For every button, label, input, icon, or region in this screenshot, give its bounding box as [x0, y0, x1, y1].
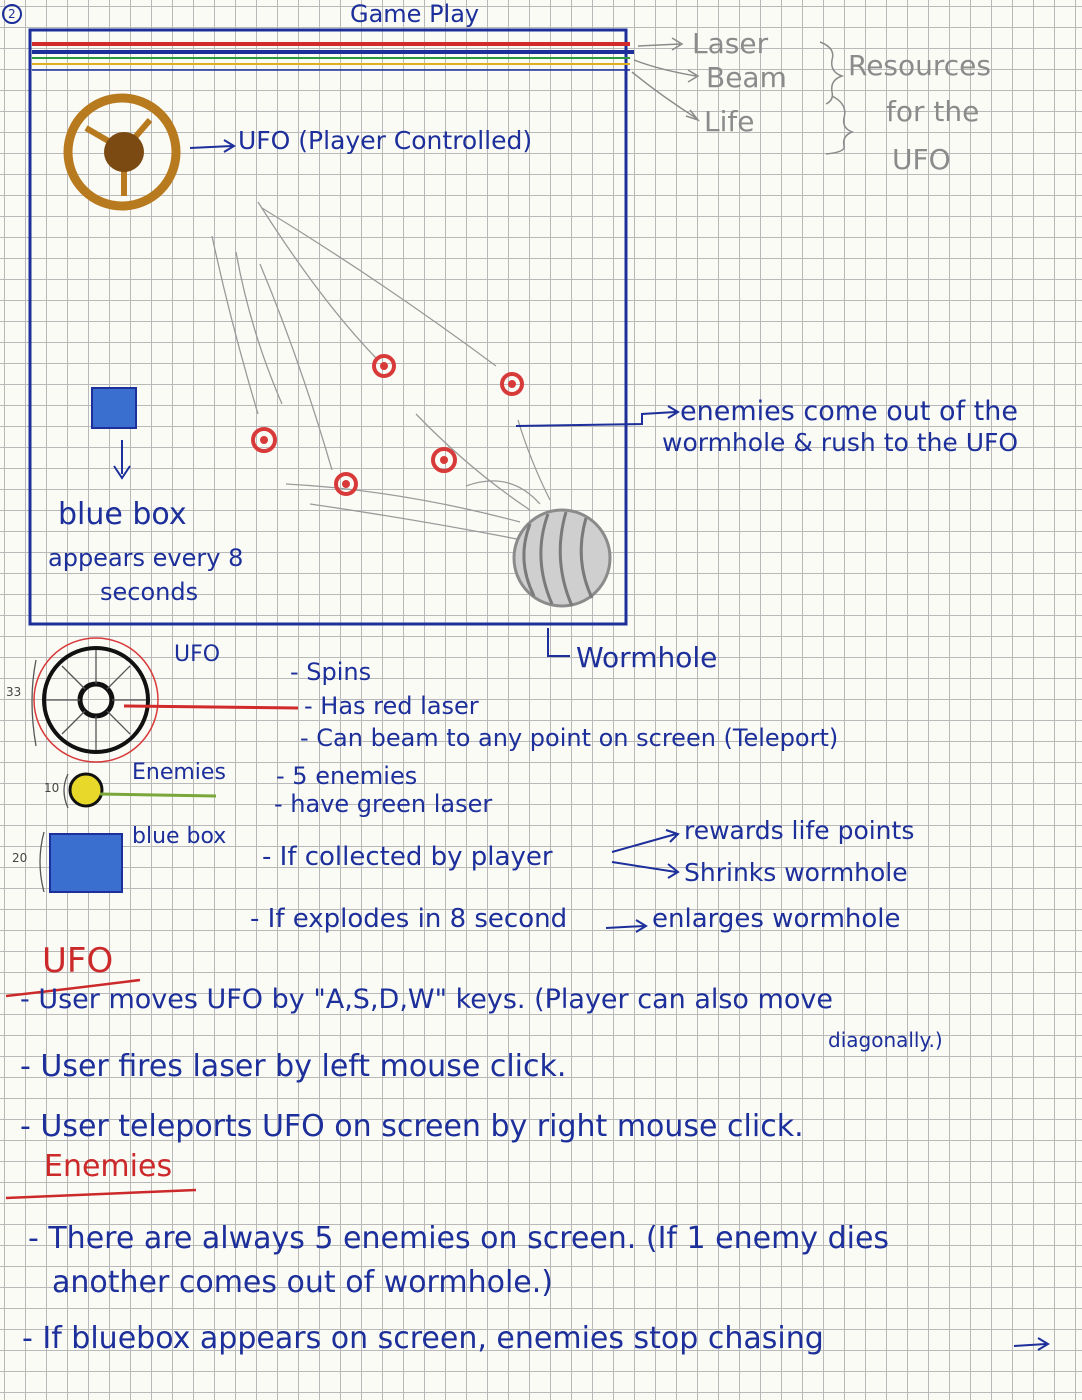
legend-bluebox-rewards: rewards life points [684, 816, 915, 845]
ufo-player-label: UFO (Player Controlled) [238, 126, 533, 155]
enemies-section-line-1: - There are always 5 enemies on screen. (If 1 enemy dies [28, 1221, 890, 1256]
legend-enemies-size: 10 [44, 781, 60, 795]
ufo-section-line-1b: diagonally.) [828, 1028, 943, 1052]
legend-ufo-point-3: - Can beam to any point on screen (Teleport) [300, 724, 839, 752]
chase-arrows [212, 202, 550, 540]
legend-green-laser [100, 794, 216, 796]
enemies-section-heading: Enemies [44, 1149, 173, 1184]
bluebox-sprite [92, 388, 136, 428]
continue-arrow [1014, 1338, 1048, 1350]
page-number: 2 [8, 7, 16, 21]
legend-enemy-sprite [70, 774, 102, 806]
legend-enemy-size-brace [64, 774, 68, 808]
bluebox-note-line3: seconds [100, 578, 199, 606]
legend-bluebox-size-brace [40, 832, 44, 892]
legend-bluebox-sprite [50, 834, 122, 892]
legend-ufo-point-1: - Spins [290, 658, 372, 686]
enemies-heading-underline [6, 1190, 196, 1198]
ufo-section-line-3: - User teleports UFO on screen by right mouse click. [20, 1109, 804, 1144]
legend-ufo-name: UFO [174, 642, 221, 667]
bluebox-note-line2: appears every 8 [48, 544, 244, 572]
legend-bluebox-enlarges: enlarges wormhole [652, 904, 901, 934]
wormhole-label-arrow [548, 628, 570, 656]
beam-label: Beam [706, 61, 787, 94]
enemies-section-line-1b: another comes out of wormhole.) [52, 1265, 553, 1300]
legend-bluebox-collected: - If collected by player [262, 842, 553, 872]
ufo-section-line-2: - User fires laser by left mouse click. [20, 1049, 567, 1084]
enemies-section-line-2: - If bluebox appears on screen, enemies stop chasing [22, 1321, 824, 1356]
ufo-sprite [68, 98, 176, 206]
bluebox-arrow [114, 440, 130, 478]
resources-note-line1: Resources [848, 49, 991, 82]
enemy-sprites [253, 356, 522, 494]
ufo-section-heading: UFO [42, 941, 114, 981]
enemies-note-line1: enemies come out of the [680, 396, 1018, 427]
legend-ufo-size: 33 [6, 685, 22, 699]
life-label: Life [704, 105, 755, 138]
legend-enemies-point-2: - have green laser [274, 790, 493, 818]
legend-ufo-sprite [34, 638, 158, 762]
wormhole-sprite [514, 510, 610, 606]
enemies-annotation-arrow [516, 406, 678, 426]
legend-red-laser [124, 706, 298, 708]
legend-enemies-point-1: - 5 enemies [276, 762, 418, 790]
wormhole-label: Wormhole [576, 641, 718, 674]
ufo-section-line-1: - User moves UFO by "A,S,D,W" keys. (Player can also move [20, 984, 833, 1015]
resources-note-line2: for the [886, 95, 980, 128]
resource-arrows [632, 38, 698, 120]
resources-note-line3: UFO [892, 143, 951, 176]
legend-enemies-name: Enemies [132, 760, 226, 785]
legend-ufo-point-2: - Has red laser [304, 692, 479, 720]
legend-bluebox-explodes: - If explodes in 8 second [250, 904, 568, 934]
page-title: Game Play [350, 0, 480, 28]
bluebox-note-line1: blue box [58, 497, 187, 532]
legend-bluebox-size: 20 [12, 851, 28, 865]
ufo-label-arrow [190, 140, 234, 152]
legend-bluebox-name: blue box [132, 824, 227, 849]
legend-bluebox-shrinks: Shrinks wormhole [684, 858, 908, 887]
laser-label: Laser [692, 27, 769, 60]
enemies-note-line2: wormhole & rush to the UFO [662, 428, 1019, 457]
